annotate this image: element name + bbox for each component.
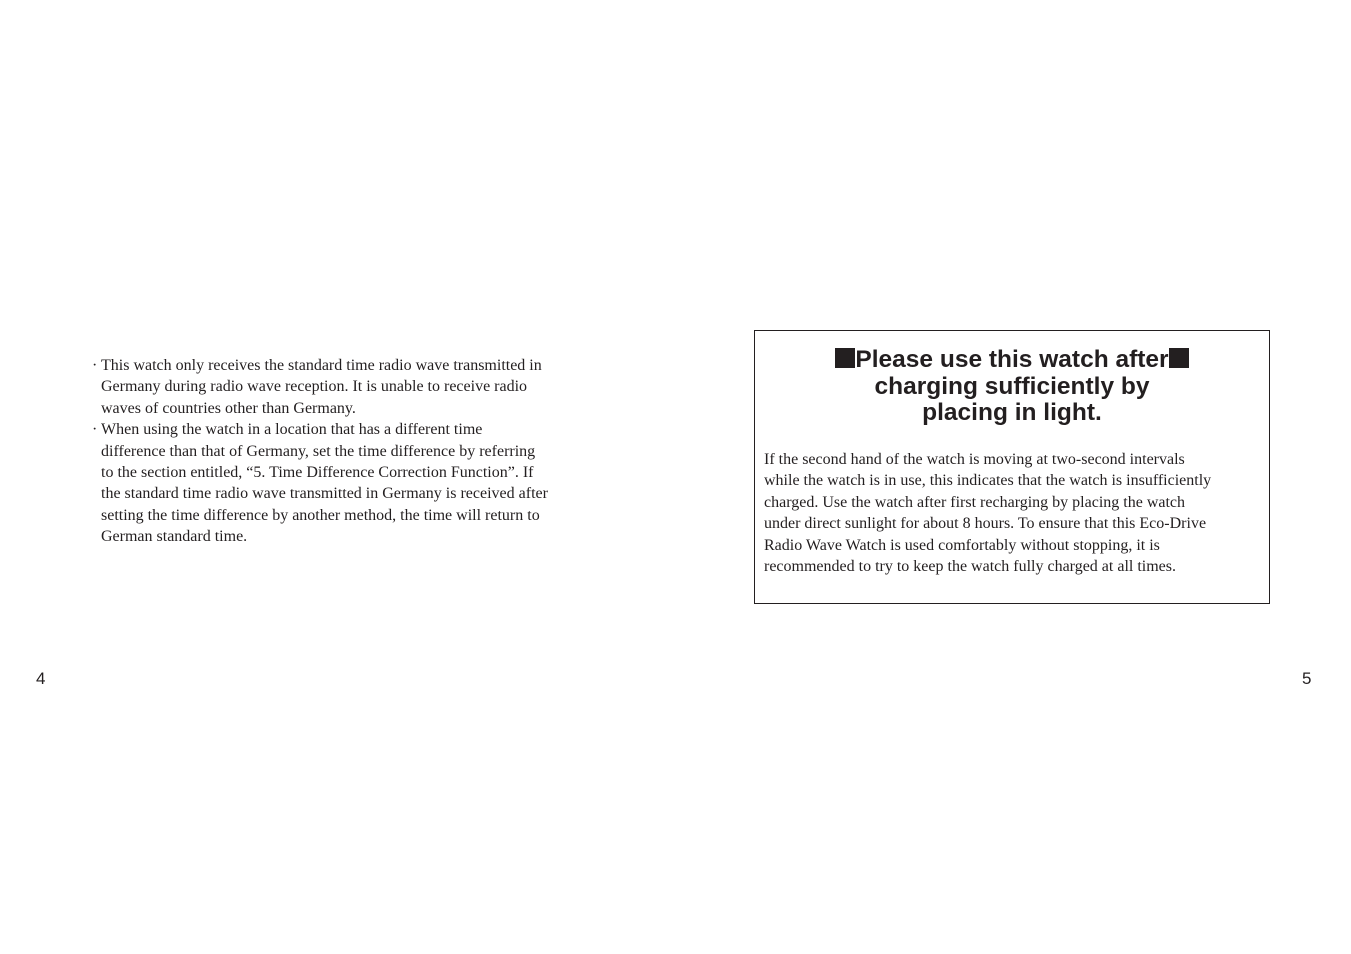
notice-body-line: under direct sunlight for about 8 hours. To ensure that this Eco-Drive bbox=[764, 515, 1207, 533]
bullet-mark: · bbox=[92, 421, 98, 439]
charging-notice-box bbox=[754, 330, 1270, 604]
notice-body bbox=[764, 449, 1264, 577]
black-square-icon bbox=[835, 348, 855, 368]
notice-body-line: charged. Use the watch after first recharging by placing the watch bbox=[764, 493, 1186, 511]
bullet-line: to the section entitled, “5. Time Difference Correction Function”. If bbox=[101, 464, 534, 482]
notice-body-line: If the second hand of the watch is moving at two-second intervals bbox=[764, 451, 1185, 468]
notice-title-line: charging sufficiently by bbox=[874, 372, 1150, 400]
left-page-content bbox=[92, 355, 597, 548]
bullet-line: Germany during radio wave reception. It is unable to receive radio bbox=[101, 378, 528, 396]
bullet-line: When using the watch in a location that has a different time bbox=[101, 421, 483, 439]
black-square-icon bbox=[1169, 348, 1189, 368]
notice-body-line: Radio Wave Watch is used comfortably without stopping, it is bbox=[764, 536, 1160, 554]
notice-body-line: while the watch is in use, this indicates that the watch is insufficiently bbox=[764, 472, 1212, 490]
bullet-text bbox=[101, 419, 597, 547]
page-number-right: 5 bbox=[1302, 669, 1312, 688]
bullet-line: This watch only receives the standard time radio wave transmitted in bbox=[101, 357, 542, 374]
notice-title-line: placing in light. bbox=[922, 399, 1102, 426]
bullet-line: setting the time difference by another method, the time will return to bbox=[101, 506, 540, 524]
notice-body-line: recommended to try to keep the watch fully charged at all times. bbox=[764, 558, 1177, 576]
bullet-item-reception bbox=[92, 355, 597, 419]
bullet-item-time-difference bbox=[92, 419, 597, 547]
bullet-line: the standard time radio wave transmitted in Germany is received after bbox=[101, 485, 548, 503]
notice-title bbox=[755, 347, 1269, 427]
notice-title-text: Please use this watch after bbox=[855, 346, 1169, 373]
notice-title-line bbox=[755, 347, 1269, 374]
bullet-line: waves of countries other than Germany. bbox=[101, 399, 356, 417]
bullet-mark: · bbox=[92, 357, 98, 374]
bullet-text bbox=[101, 355, 597, 419]
page-number-left: 4 bbox=[36, 669, 46, 688]
bullet-line: difference than that of Germany, set the time difference by referring bbox=[101, 442, 536, 460]
bullet-line: German standard time. bbox=[101, 528, 248, 546]
